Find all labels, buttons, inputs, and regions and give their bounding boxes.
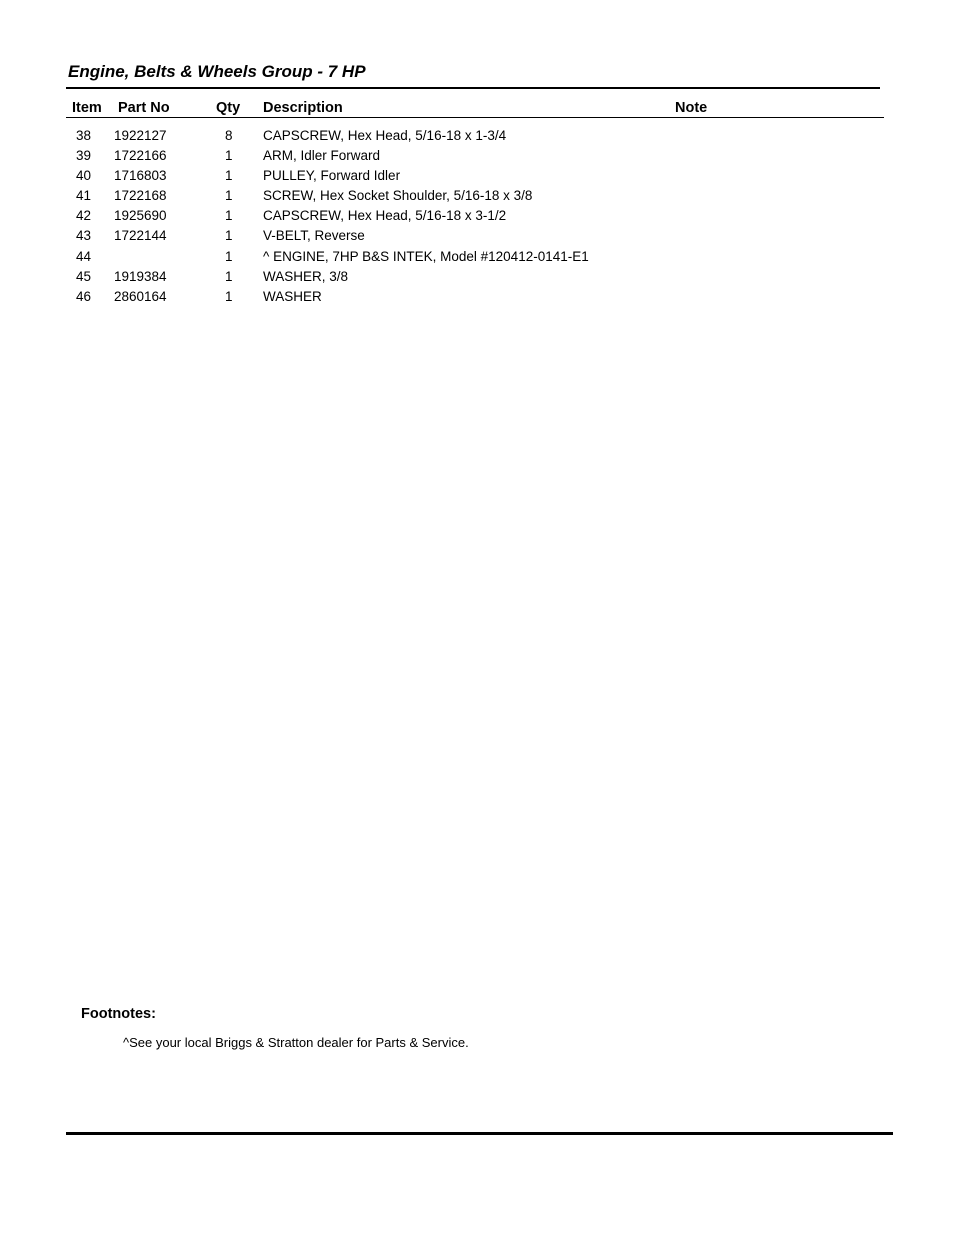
- description: WASHER: [263, 288, 322, 304]
- part-number: 1716803: [114, 168, 167, 184]
- quantity: 1: [225, 188, 233, 204]
- table-header: [66, 99, 884, 118]
- title-divider: [66, 87, 880, 89]
- quantity: 1: [225, 168, 233, 184]
- footnotes-heading: Footnotes:: [81, 1006, 156, 1022]
- item-number: 46: [76, 288, 92, 304]
- quantity: 1: [225, 228, 233, 244]
- table-row: [66, 226, 884, 246]
- description: CAPSCREW, Hex Head, 5/16-18 x 3-1/2: [263, 208, 507, 224]
- item-number: 39: [76, 148, 92, 164]
- part-number: 1925690: [114, 208, 167, 224]
- bottom-divider: [66, 1132, 893, 1135]
- description: PULLEY, Forward Idler: [263, 168, 401, 184]
- description: ARM, Idler Forward: [263, 148, 381, 164]
- table-row: [66, 126, 884, 146]
- part-number: 2860164: [114, 288, 167, 304]
- column-header-qty: Qty: [216, 100, 241, 116]
- quantity: 1: [225, 288, 233, 304]
- quantity: 1: [225, 208, 233, 224]
- column-header-part-no: Part No: [118, 100, 170, 116]
- parts-table-body: [66, 126, 884, 307]
- part-number: 1722168: [114, 188, 167, 204]
- description: CAPSCREW, Hex Head, 5/16-18 x 1-3/4: [263, 128, 507, 143]
- item-number: 45: [76, 268, 92, 284]
- table-row: [66, 287, 884, 307]
- item-number: 38: [76, 128, 92, 143]
- page-title: Engine, Belts & Wheels Group - 7 HP: [68, 62, 366, 81]
- item-number: 43: [76, 228, 92, 244]
- item-number: 42: [76, 208, 92, 224]
- table-row: [66, 206, 884, 226]
- part-number: 1722166: [114, 148, 167, 164]
- part-number: 1919384: [114, 268, 167, 284]
- table-row: [66, 146, 884, 166]
- table-row: [66, 247, 884, 267]
- quantity: 8: [225, 128, 233, 143]
- part-number: 1722144: [114, 228, 167, 244]
- footnote-text: ^See your local Briggs & Stratton dealer for Parts & Service.: [123, 1035, 469, 1050]
- quantity: 1: [225, 148, 233, 164]
- column-header-item: Item: [72, 100, 102, 116]
- quantity: 1: [225, 268, 233, 284]
- column-header-description: Description: [263, 100, 343, 116]
- item-number: 41: [76, 188, 92, 204]
- description: V-BELT, Reverse: [263, 228, 365, 244]
- table-row: [66, 166, 884, 186]
- part-number: 1922127: [114, 128, 167, 143]
- item-number: 44: [76, 248, 92, 264]
- quantity: 1: [225, 248, 233, 264]
- description: WASHER, 3/8: [263, 268, 349, 284]
- column-header-note: Note: [675, 100, 708, 116]
- description: ^ ENGINE, 7HP B&S INTEK, Model #120412-0141-E1: [263, 248, 589, 264]
- table-row: [66, 186, 884, 206]
- table-row: [66, 267, 884, 287]
- description: SCREW, Hex Socket Shoulder, 5/16-18 x 3/8: [263, 188, 533, 204]
- item-number: 40: [76, 168, 92, 184]
